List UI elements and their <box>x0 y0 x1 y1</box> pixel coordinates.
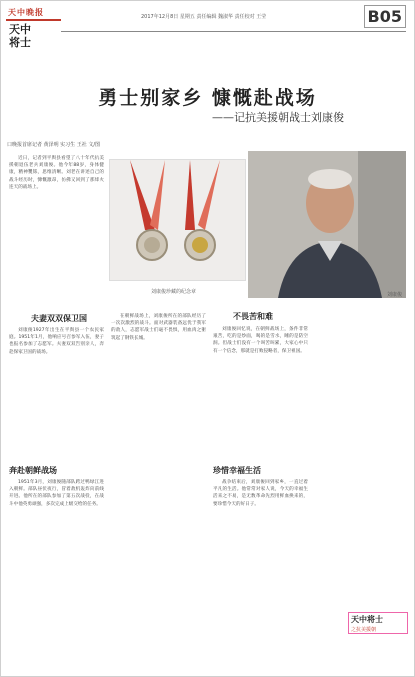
portrait-photo <box>248 151 406 298</box>
heading-battle: 奔赴朝鲜战场 <box>9 466 57 475</box>
masthead: 天中晚报 <box>6 6 61 21</box>
badge-title: 天中将士 <box>351 615 383 624</box>
intro-column <box>9 155 104 295</box>
family-text: 刘康俊1927年出生在平舆县一个农民家庭。1951年1月，他响应号召参军入伍，妻子也报名参加了志愿军。夫妻双双告别亲人，奔赴保家卫国的战场。 <box>9 328 104 355</box>
portrait-caption: 刘康俊 <box>386 292 402 298</box>
medals-photo <box>109 159 246 281</box>
header-divider <box>61 31 406 32</box>
heading-peace: 珍惜幸福生活 <box>213 466 261 475</box>
article-title: 勇士别家乡 慷慨赴战场 <box>98 87 317 109</box>
section-title: 天中 将士 <box>9 23 31 49</box>
peace-column <box>213 479 308 669</box>
battle-text: 1951年3月，刘康俊随部队跨过鸭绿江进入朝鲜。部队昼伏夜行，冒着敌机轰炸向前线开进。他所在的部队参加了第五次战役，在战斗中他英勇顽强，多次完成上级交给的任务。 <box>9 480 104 507</box>
hardship-column <box>213 326 308 466</box>
medals-caption: 刘康俊珍藏的纪念章 <box>151 289 197 295</box>
intro-text: 近日，记者到平舆县看望了八十年代抗美援朝退伍老兵刘康俊。他今年88岁，身体健康，精神矍铄，思维清晰。刘老在讲述自己的战斗经历时，慷慨激昂，仿佛又回到了那烽火连天的战场上。 <box>9 156 104 190</box>
issue-meta: 2017年12月8日 星期五 责任编辑 魏淑华 责任校对 王莹 <box>141 14 267 20</box>
series-badge <box>348 612 408 634</box>
medals-illustration <box>110 160 245 280</box>
heading-hardship: 不畏苦和难 <box>233 312 273 321</box>
byline: 口晚报首席记者 黄泽明 实习生 王社 文/图 <box>7 142 101 148</box>
family-column <box>9 327 104 457</box>
portrait-illustration <box>248 151 406 298</box>
page-number: B05 <box>364 5 406 28</box>
middle-column <box>111 313 206 663</box>
middle-text: 在朝鲜战场上，刘康俊所在的部队经历了一次次激烈的战斗。面对武器装备远优于我军的敌人，志愿军战士们毫不畏惧，用血肉之躯筑起了钢铁长城。 <box>111 314 206 341</box>
hardship-text: 刘康俊回忆说，在朝鲜战场上，条件非常艰苦，吃的是炒面，喝的是雪水，睡的是防空洞。但战士们没有一个叫苦叫累，大家心中只有一个信念，那就是打败侵略者，保卫祖国。 <box>213 327 308 354</box>
article-subtitle: ——记抗美援朝战士刘康俊 <box>212 111 344 124</box>
heading-family: 夫妻双双保卫国 <box>31 314 87 323</box>
section-stamp <box>6 6 61 49</box>
badge-subtitle: 之抗美援朝 <box>351 627 377 633</box>
peace-text: 战争结束后，刘康俊回到家乡，一直过着平凡的生活。他常常对家人说，今天的幸福生活来之不易，是无数革命先烈用鲜血换来的，要珍惜今天的好日子。 <box>213 480 308 507</box>
battle-column <box>9 479 104 669</box>
